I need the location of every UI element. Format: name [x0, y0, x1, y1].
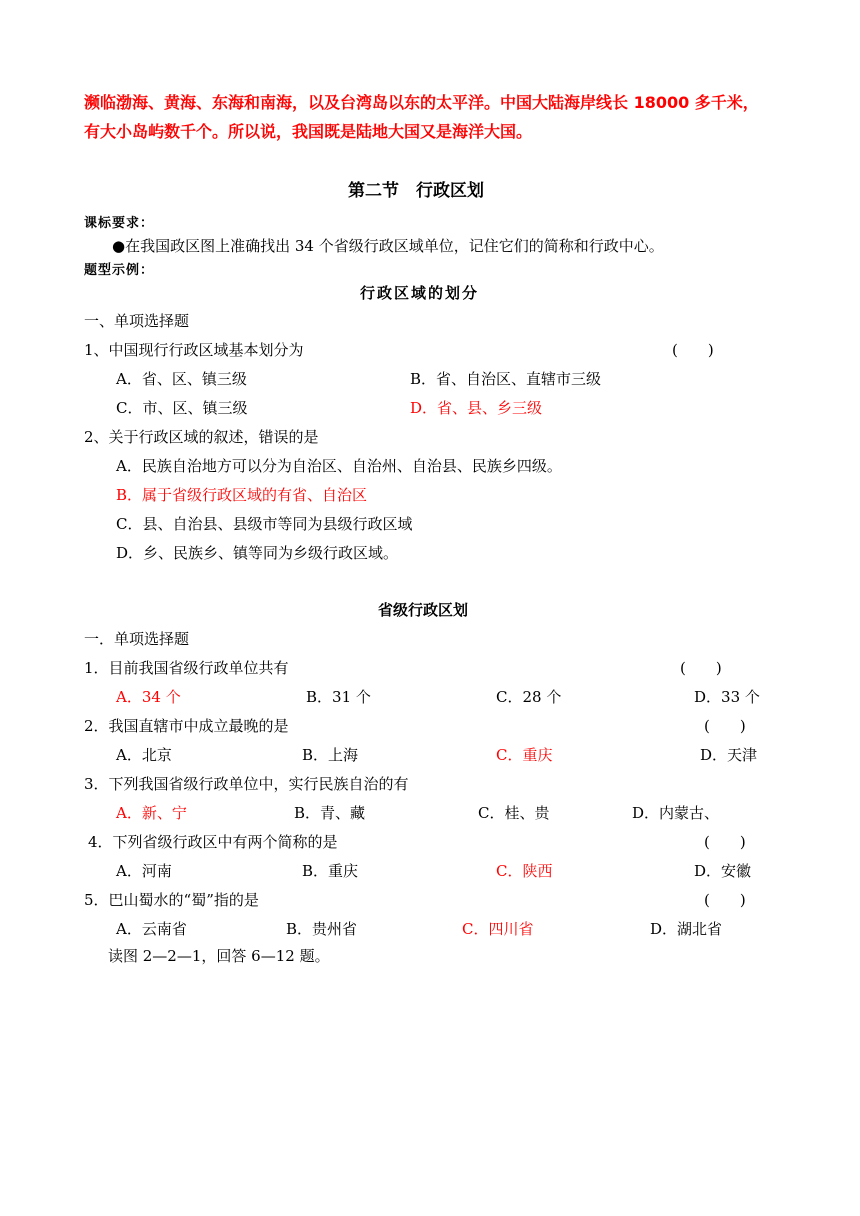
part1-heading: 一、单项选择题 [84, 312, 190, 330]
option-a-answer: A．34 个 [116, 688, 181, 706]
option-d: D．乡、民族乡、镇等同为乡级行政区域。 [116, 544, 399, 562]
intro-line-2: 有大小岛屿数千个。所以说，我国既是陆地大国又是海洋大国。 [84, 122, 533, 141]
option-b: B．青、藏 [294, 804, 366, 822]
option-b: B．31 个 [306, 688, 371, 706]
read-figure-note: 读图 2—2—1，回答 6—12 题。 [108, 947, 330, 965]
section-title: 第二节 行政区划 [348, 181, 484, 201]
answer-blank: ( ) [704, 717, 746, 735]
question-stem: 1、中国现行行政区域基本划分为 [84, 341, 304, 359]
option-a: A．河南 [116, 862, 172, 880]
option-c: C．桂、贵 [478, 804, 550, 822]
option-c: C．市、区、镇三级 [116, 399, 248, 417]
option-c-answer: C．四川省 [462, 920, 534, 938]
topic-division: 行政区域的划分 [360, 284, 480, 302]
option-b: B．重庆 [302, 862, 359, 880]
option-d: D．内蒙古、 [632, 804, 720, 822]
curriculum-bullet: ●在我国政区图上准确找出 34 个省级行政区域单位，记住它们的简称和行政中心。 [112, 237, 664, 255]
option-d: D．天津 [700, 746, 758, 764]
curriculum-label: 课标要求： [84, 216, 155, 231]
question-stem: 1．目前我国省级行政单位共有 [84, 659, 289, 677]
option-c: C．县、自治县、县级市等同为县级行政区域 [116, 515, 413, 533]
option-a-answer: A．新、宁 [116, 804, 187, 822]
option-a: A．省、区、镇三级 [116, 370, 247, 388]
option-d-answer: D．省、县、乡三级 [410, 399, 543, 417]
option-c: C．28 个 [496, 688, 562, 706]
question-stem: 3．下列我国省级行政单位中，实行民族自治的有 [84, 775, 409, 793]
topic-provincial: 省级行政区划 [378, 601, 469, 619]
option-c-answer: C．陕西 [496, 862, 553, 880]
option-d: D．安徽 [694, 862, 752, 880]
question-stem: 5．巴山蜀水的“蜀”指的是 [84, 891, 259, 909]
option-d: D．33 个 [694, 688, 760, 706]
option-b: B．上海 [302, 746, 359, 764]
intro-line-1: 濒临渤海、黄海、东海和南海，以及台湾岛以东的太平洋。中国大陆海岸线长 18000 多千米， [84, 93, 759, 112]
option-a: A．北京 [116, 746, 172, 764]
answer-blank: ( ) [704, 891, 746, 909]
question-stem: 4．下列省级行政区中有两个简称的是 [88, 833, 338, 851]
option-b: B．贵州省 [286, 920, 358, 938]
option-a: A．民族自治地方可以分为自治区、自治州、自治县、民族乡四级。 [116, 457, 562, 475]
option-b: B．省、自治区、直辖市三级 [410, 370, 602, 388]
example-label: 题型示例： [84, 263, 155, 278]
option-d: D．湖北省 [650, 920, 723, 938]
answer-blank: ( ) [672, 341, 714, 359]
answer-blank: ( ) [704, 833, 746, 851]
option-c-answer: C．重庆 [496, 746, 553, 764]
option-a: A．云南省 [116, 920, 187, 938]
part2-heading: 一．单项选择题 [84, 630, 190, 648]
question-stem: 2、关于行政区域的叙述，错误的是 [84, 428, 319, 446]
answer-blank: ( ) [680, 659, 722, 677]
question-stem: 2．我国直辖市中成立最晚的是 [84, 717, 289, 735]
option-b-answer: B．属于省级行政区域的有省、自治区 [116, 486, 368, 504]
